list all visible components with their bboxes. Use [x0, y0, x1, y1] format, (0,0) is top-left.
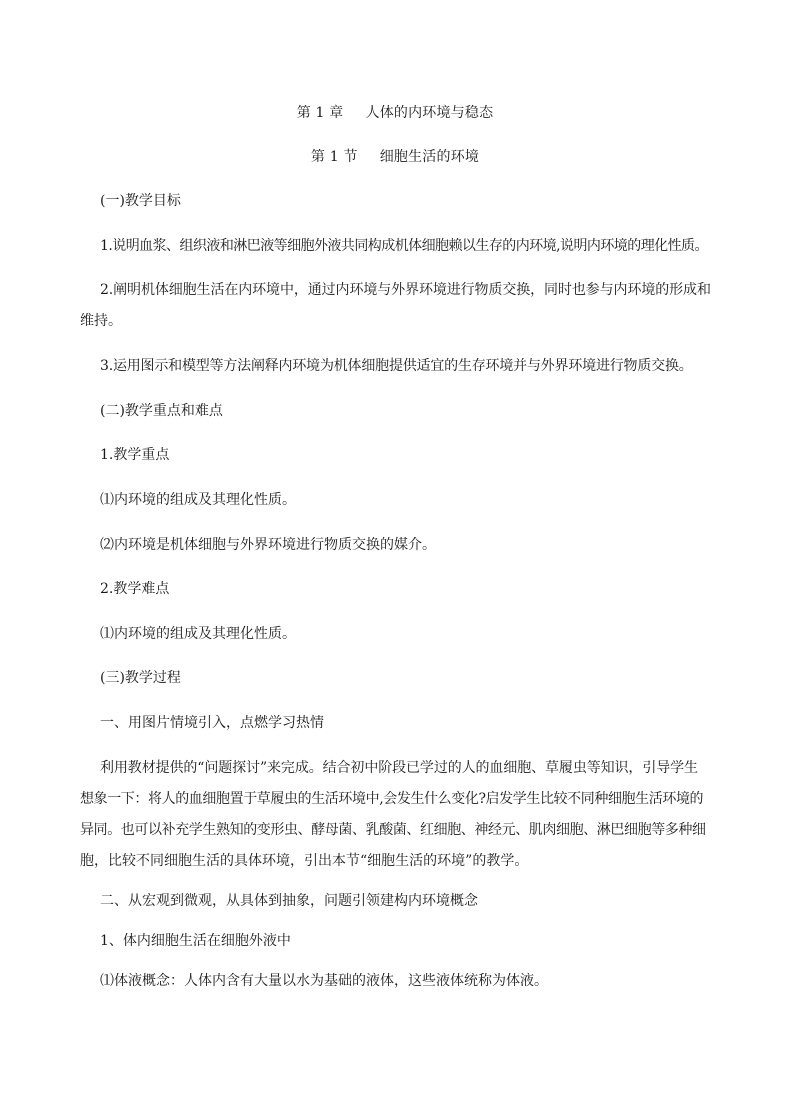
step-2-heading: 二、从宏观到微观，从具体到抽象，问题引领建构内环境概念 — [100, 893, 478, 909]
difficulty-heading: 2.教学难点 — [100, 581, 170, 597]
key-points-heading: 1.教学重点 — [100, 447, 170, 463]
difficulty-1: ⑴内环境的组成及其理化性质。 — [100, 626, 296, 642]
goal-1: 1.说明血浆、组织液和淋巴液等细胞外液共同构成机体细胞赖以生存的内环境,说明内环境的理化性质。 — [100, 238, 708, 254]
step-1-heading: 一、用图片情境引入，点燃学习热情 — [100, 715, 324, 731]
step-1-line-2: 想象一下：将人的血细胞置于草履虫的生活环境中,会发生什么变化?启发学生比较不同种细胞生活环境的 — [80, 791, 704, 807]
process-heading: (三)教学过程 — [100, 670, 181, 686]
goal-2-line-1: 2.阐明机体细胞生活在内环境中，通过内环境与外界环境进行物质交换，同时也参与内环境的形成和 — [100, 282, 711, 298]
section-title: 细胞生活的环境 — [379, 149, 480, 165]
goals-heading: (一)教学目标 — [100, 193, 181, 209]
step-2-item-1: ⑴体液概念：人体内含有大量以水为基础的液体，这些液体统称为体液。 — [100, 973, 548, 989]
goal-2-line-2: 维持。 — [80, 313, 122, 329]
step-1-line-3: 异同。也可以补充学生熟知的变形虫、酵母菌、乳酸菌、红细胞、神经元、肌肉细胞、淋巴细胞等多种细 — [80, 822, 706, 838]
step-1-line-1: 利用教材提供的“问题探讨”来完成。结合初中阶段已学过的人的血细胞、草履虫等知识，引导学生 — [100, 760, 698, 776]
step-2-subheading: 1、体内细胞生活在细胞外液中 — [100, 933, 291, 949]
step-1-line-4: 胞，比较不同细胞生活的具体环境，引出本节“细胞生活的环境”的教学。 — [80, 853, 529, 869]
key-point-2: ⑵内环境是机体细胞与外界环境进行物质交换的媒介。 — [100, 537, 436, 553]
chapter-title: 人体的内环境与稳态 — [365, 105, 494, 121]
section-number: 第 1 节 — [310, 149, 358, 165]
chapter-number: 第 1 章 — [296, 105, 344, 121]
key-heading: (二)教学重点和难点 — [100, 403, 223, 419]
section-heading — [0, 147, 790, 167]
chapter-heading — [0, 103, 790, 123]
key-point-1: ⑴内环境的组成及其理化性质。 — [100, 492, 296, 508]
goal-3: 3.运用图示和模型等方法阐释内环境为机体细胞提供适宜的生存环境并与外界环境进行物质交换。 — [100, 358, 693, 374]
